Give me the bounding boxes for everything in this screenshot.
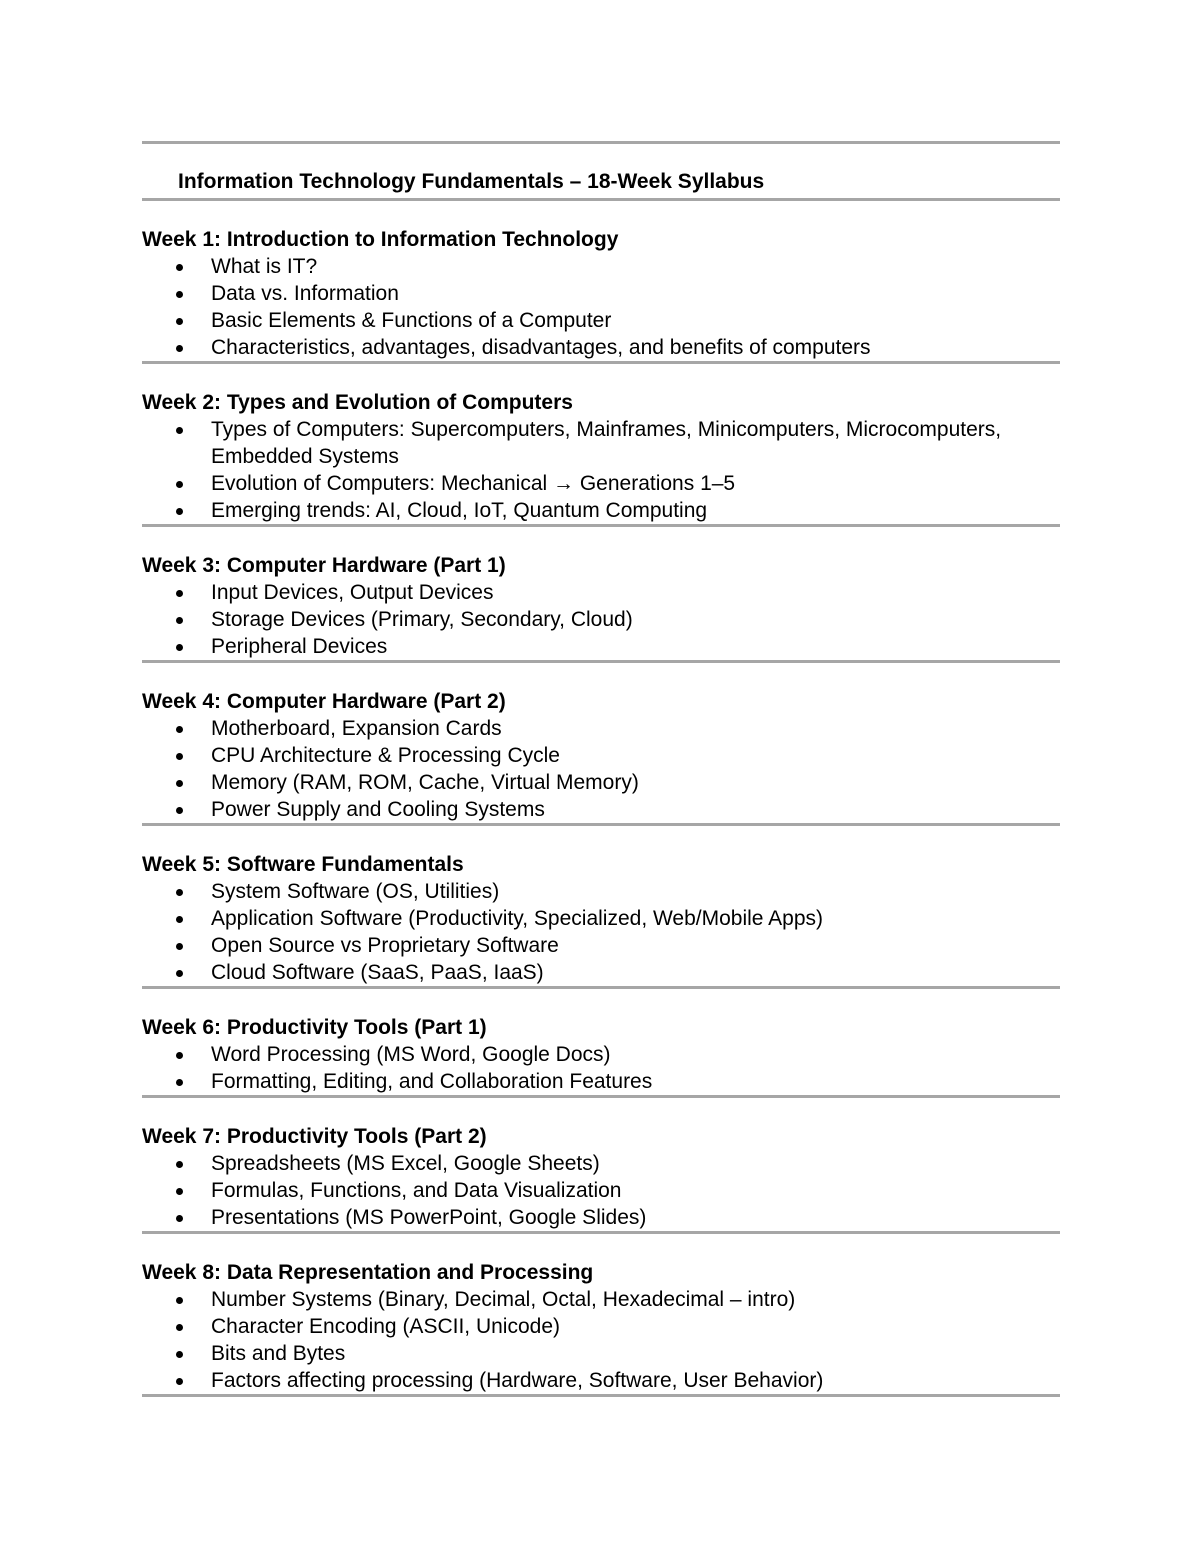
section-divider [142,823,1060,826]
topic-item: Characteristics, advantages, disadvantages, and benefits of computers [142,334,1011,361]
week-heading: Week 2: Types and Evolution of Computers [142,391,573,414]
topic-item: Presentations (MS PowerPoint, Google Slides) [142,1204,1011,1231]
week-heading: Week 3: Computer Hardware (Part 1) [142,554,506,577]
week-list [142,226,1060,1397]
topic-list [142,253,1060,361]
topic-item: Formulas, Functions, and Data Visualization [142,1177,1011,1204]
topic-item: Types of Computers: Supercomputers, Mainframes, Minicomputers, Microcomputers, Embedded Systems [142,416,1011,470]
topic-item: Peripheral Devices [142,633,1011,660]
topic-item: Bits and Bytes [142,1340,1011,1367]
topic-list [142,1286,1060,1394]
section-divider [142,986,1060,989]
week-heading: Week 4: Computer Hardware (Part 2) [142,690,506,713]
topic-list [142,416,1060,524]
topic-item: Data vs. Information [142,280,1011,307]
topic-item: Memory (RAM, ROM, Cache, Virtual Memory) [142,769,1011,796]
section-divider [142,660,1060,663]
topic-item: Power Supply and Cooling Systems [142,796,1011,823]
week-heading: Week 5: Software Fundamentals [142,853,464,876]
section-divider [142,524,1060,527]
title-divider [142,198,1060,201]
week-section [142,389,1060,527]
week-section [142,1259,1060,1397]
topic-list [142,878,1060,986]
week-section [142,1014,1060,1098]
topic-list [142,1150,1060,1231]
topic-item: CPU Architecture & Processing Cycle [142,742,1011,769]
top-divider [142,141,1060,144]
topic-item: Basic Elements & Functions of a Computer [142,307,1011,334]
topic-item: Motherboard, Expansion Cards [142,715,1011,742]
topic-item: Number Systems (Binary, Decimal, Octal, Hexadecimal – intro) [142,1286,1011,1313]
topic-list [142,1041,1060,1095]
document-page [142,0,1060,1397]
topic-item: System Software (OS, Utilities) [142,878,1011,905]
topic-item: Cloud Software (SaaS, PaaS, IaaS) [142,959,1011,986]
week-section [142,1123,1060,1234]
topic-list [142,579,1060,660]
week-heading: Week 8: Data Representation and Processing [142,1261,594,1284]
section-divider [142,1394,1060,1397]
topic-item: Formatting, Editing, and Collaboration Features [142,1068,1011,1095]
section-divider [142,361,1060,364]
week-section [142,688,1060,826]
section-divider [142,1095,1060,1098]
week-heading: Week 7: Productivity Tools (Part 2) [142,1125,487,1148]
week-section [142,552,1060,663]
topic-item: Word Processing (MS Word, Google Docs) [142,1041,1011,1068]
topic-list [142,715,1060,823]
topic-item: Application Software (Productivity, Specialized, Web/Mobile Apps) [142,905,1011,932]
topic-item: What is IT? [142,253,1011,280]
section-divider [142,1231,1060,1234]
topic-item: Evolution of Computers: Mechanical → Generations 1–5 [142,470,1011,497]
topic-item: Factors affecting processing (Hardware, Software, User Behavior) [142,1367,1011,1394]
week-section [142,226,1060,364]
week-heading: Week 6: Productivity Tools (Part 1) [142,1016,487,1039]
topic-item: Emerging trends: AI, Cloud, IoT, Quantum Computing [142,497,1011,524]
week-heading: Week 1: Introduction to Information Technology [142,228,619,251]
topic-item: Input Devices, Output Devices [142,579,1011,606]
topic-item: Character Encoding (ASCII, Unicode) [142,1313,1011,1340]
topic-item: Spreadsheets (MS Excel, Google Sheets) [142,1150,1011,1177]
topic-item: Open Source vs Proprietary Software [142,932,1011,959]
document-title: Information Technology Fundamentals – 18-Week Syllabus [178,170,765,193]
week-section [142,851,1060,989]
topic-item: Storage Devices (Primary, Secondary, Cloud) [142,606,1011,633]
